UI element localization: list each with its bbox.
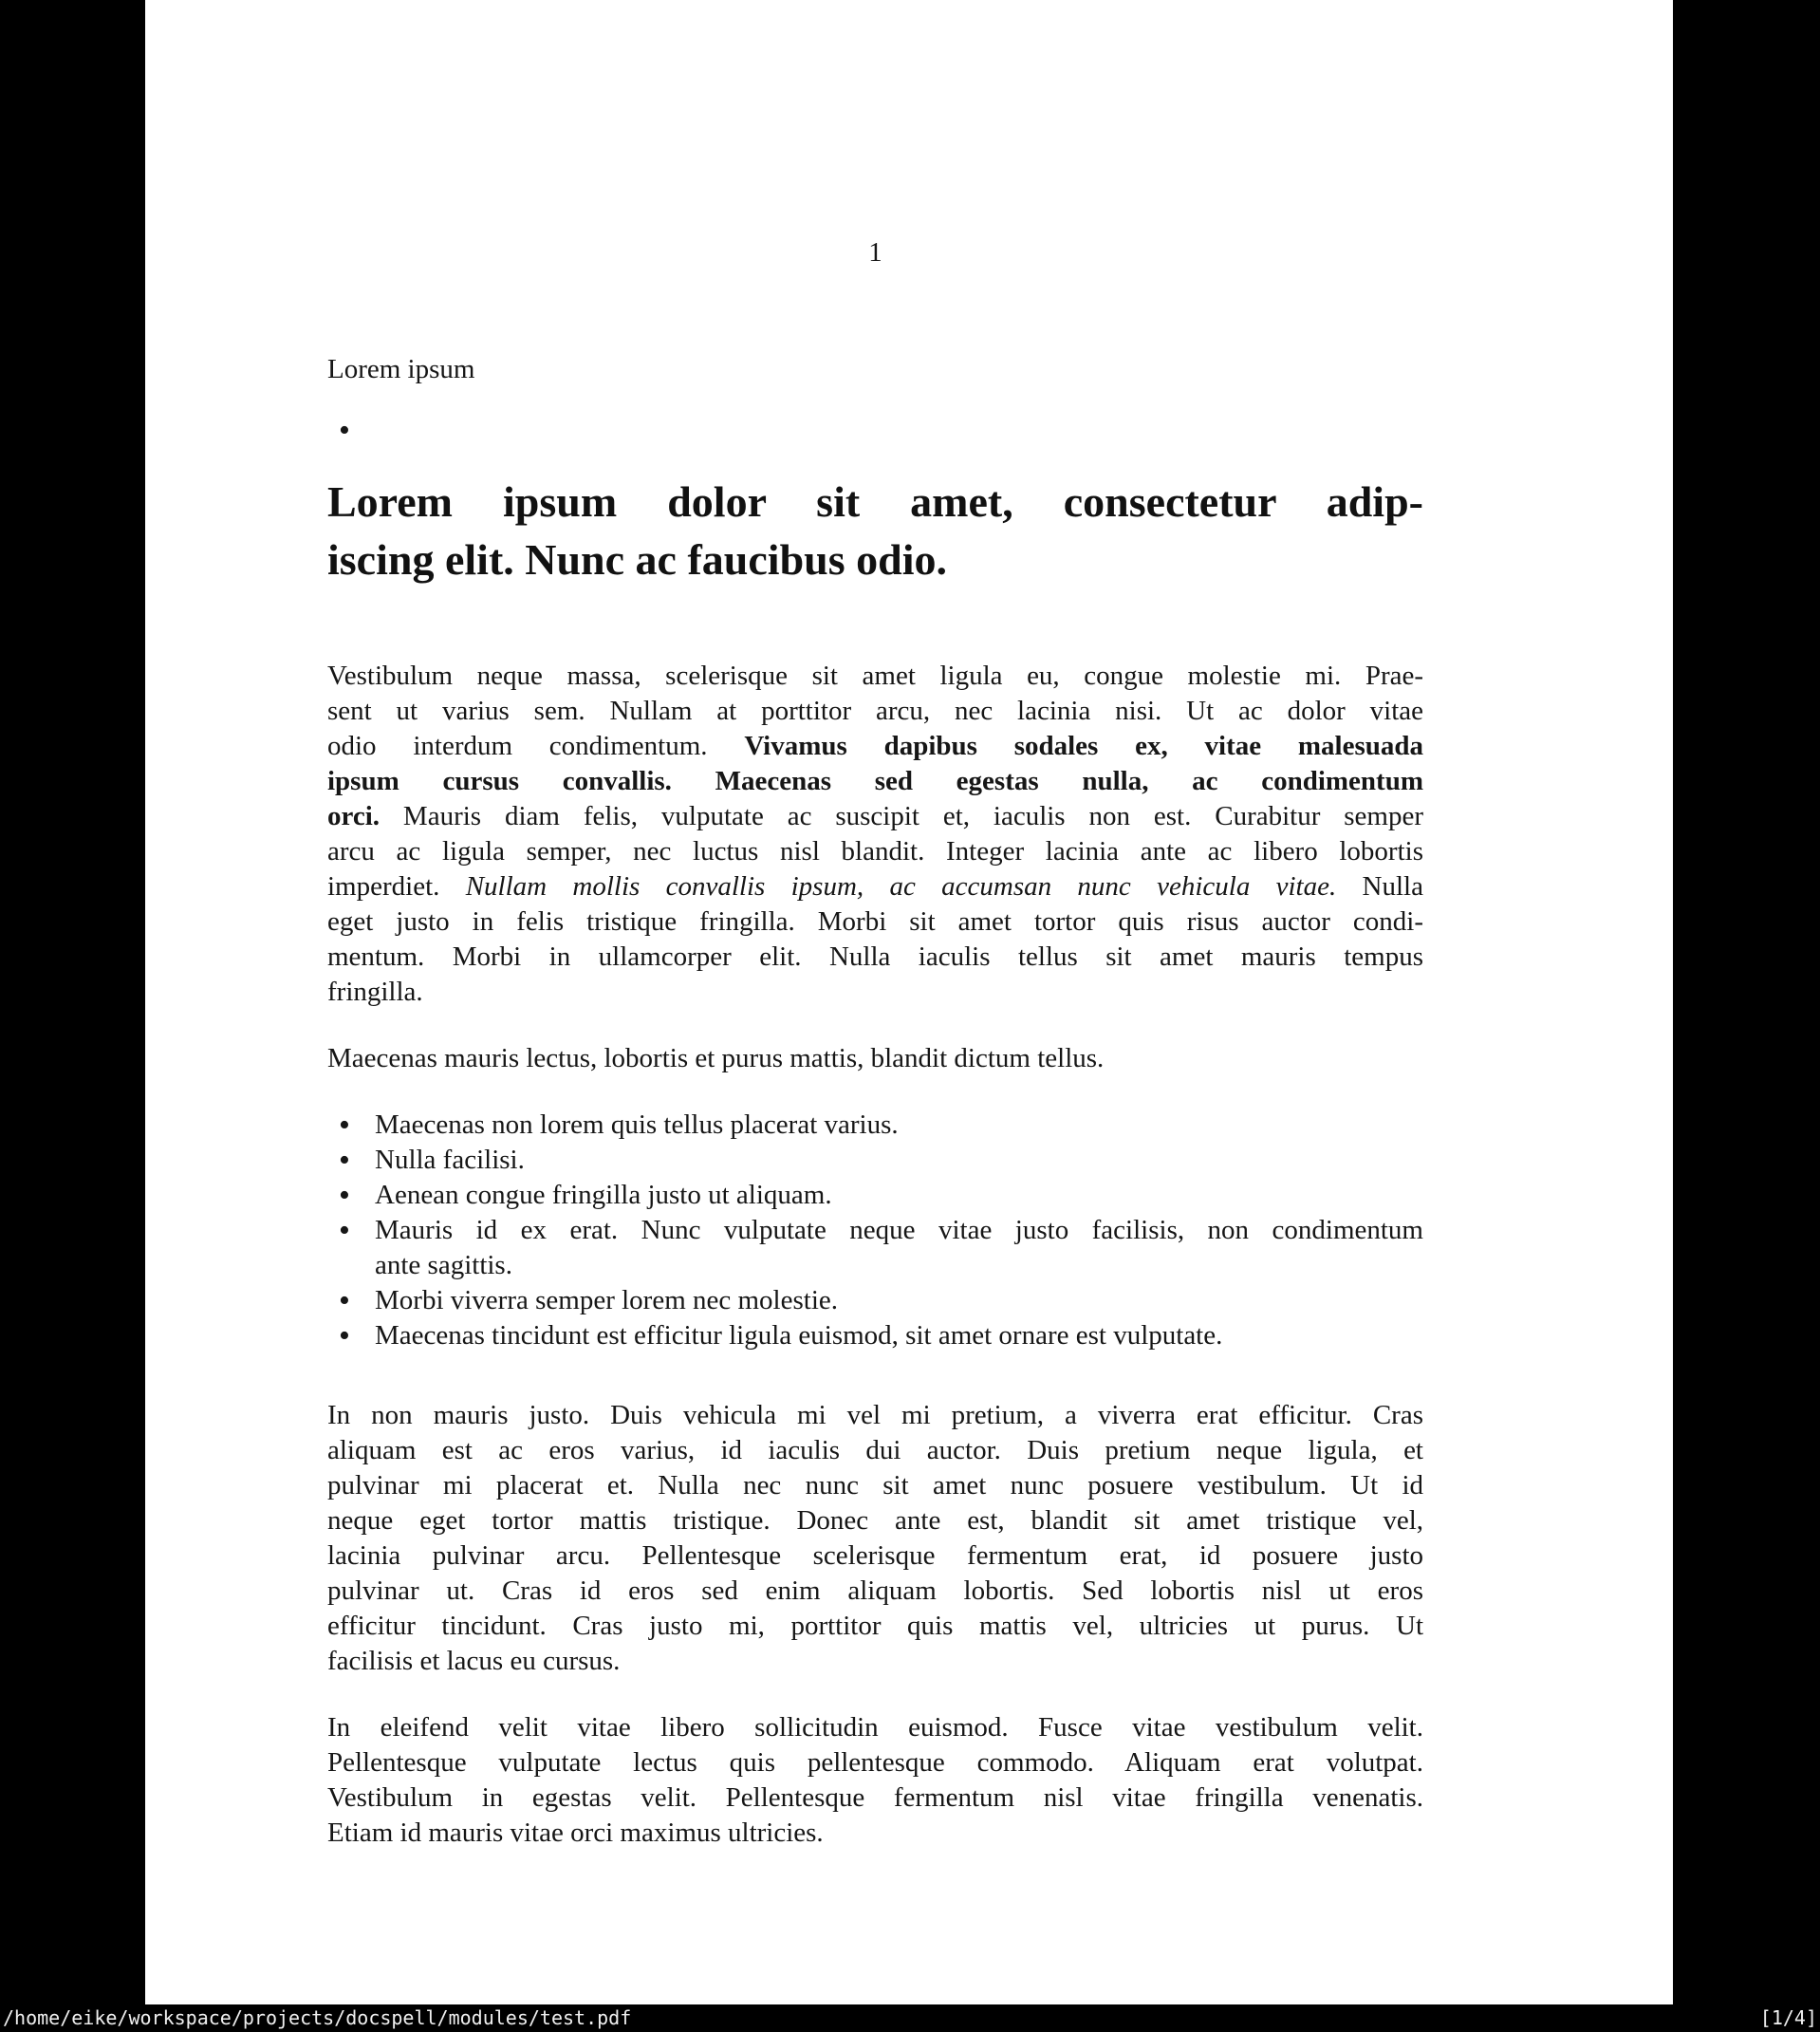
text-line: Vestibulum in egestas velit. Pellentesque fermentum nisl vitae fringilla venenatis. [327, 1782, 1423, 1813]
document-page [145, 0, 1673, 2004]
text-line: facilisis et lacus eu cursus. [327, 1646, 621, 1676]
text-line: eget justo in felis tristique fringilla. Morbi sit amet tortor quis risus auctor condi- [327, 906, 1423, 937]
text-line: imperdiet. Nullam mollis convallis ipsum, ac accumsan nunc vehicula vitae. Nulla [327, 871, 1423, 902]
paragraph-4 [327, 1710, 1423, 1851]
paragraph-1 [327, 659, 1423, 1010]
text-line: mentum. Morbi in ullamcorper elit. Nulla iaculis tellus sit amet mauris tempus [327, 941, 1423, 972]
bullet-list [327, 1108, 1423, 1353]
page-indicator: [1/4] [1759, 2006, 1817, 2029]
text-line: Etiam id mauris vitae orci maximus ultricies. [327, 1818, 824, 1848]
paragraph-3 [327, 1398, 1423, 1679]
text-line: neque eget tortor mattis tristique. Donec ante est, blandit sit amet tristique vel, [327, 1505, 1423, 1536]
text-line: aliquam est ac eros varius, id iaculis dui auctor. Duis pretium neque ligula, et [327, 1435, 1423, 1465]
text-line: Pellentesque vulputate lectus quis pellentesque commodo. Aliquam erat volutpat. [327, 1747, 1423, 1778]
text-column [327, 0, 1423, 1851]
text-line: pulvinar mi placerat et. Nulla nec nunc sit amet nunc posuere vestibulum. Ut id [327, 1470, 1423, 1501]
page-number: 1 [868, 237, 882, 268]
file-path: /home/eike/workspace/projects/docspell/modules/test.pdf [3, 2006, 632, 2029]
text-line: orci. Mauris diam felis, vulputate ac suscipit et, iaculis non est. Curabitur semper [327, 801, 1423, 831]
list-item [375, 1143, 1423, 1178]
list-item [375, 1108, 1423, 1143]
text-line: Vestibulum neque massa, scelerisque sit amet ligula eu, congue molestie mi. Prae- [327, 661, 1423, 691]
text-line: efficitur tincidunt. Cras justo mi, porttitor quis mattis vel, ultricies ut purus. Ut [327, 1611, 1423, 1641]
text-line: arcu ac ligula semper, nec luctus nisl blandit. Integer lacinia ante ac libero lobortis [327, 836, 1423, 867]
text-line: In non mauris justo. Duis vehicula mi vel mi pretium, a viverra erat efficitur. Cras [327, 1400, 1423, 1430]
text-line: Maecenas mauris lectus, lobortis et purus mattis, blandit dictum tellus. [327, 1043, 1105, 1073]
paragraph-2 [327, 1041, 1423, 1076]
document-heading [327, 473, 1423, 588]
list-item [375, 1283, 1423, 1318]
list-item [375, 1318, 1423, 1353]
empty-bullet-item [327, 413, 1423, 450]
text-line: ipsum cursus convallis. Maecenas sed egestas nulla, ac condimentum [327, 766, 1423, 796]
text-line: odio interdum condimentum. Vivamus dapibus sodales ex, vitae malesuada [327, 731, 1423, 761]
text-line: In eleifend velit vitae libero sollicitudin euismod. Fusce vitae vestibulum velit. [327, 1712, 1423, 1743]
text-line: • Morbi viverra semper lorem nec molestie. [375, 1285, 839, 1315]
text-line: • Mauris id ex erat. Nunc vulputate neque vitae justo facilisis, non condimentum [375, 1215, 1423, 1245]
text-line: • Maecenas non lorem quis tellus placerat varius. [375, 1109, 899, 1140]
bullet-icon: • [339, 413, 350, 448]
intro-paragraph: Lorem ipsum [327, 354, 475, 384]
list-item [375, 1213, 1423, 1283]
text-line: • Nulla facilisi. [375, 1145, 525, 1175]
text-line: iscing elit. Nunc ac faucibus odio. [327, 535, 948, 584]
text-line: fringilla. [327, 977, 423, 1007]
status-bar [0, 2004, 1820, 2032]
text-line: • Maecenas tincidunt est efficitur ligula euismod, sit amet ornare est vulputate. [375, 1320, 1223, 1351]
text-line: sent ut varius sem. Nullam at porttitor arcu, nec lacinia nisi. Ut ac dolor vitae [327, 696, 1423, 726]
list-item [375, 1178, 1423, 1213]
text-line: • Aenean congue fringilla justo ut aliquam. [375, 1180, 832, 1210]
text-line: Lorem ipsum dolor sit amet, consectetur adip- [327, 477, 1423, 526]
text-line: ante sagittis. [375, 1250, 512, 1280]
text-line: lacinia pulvinar arcu. Pellentesque scelerisque fermentum erat, id posuere justo [327, 1540, 1423, 1571]
text-line: pulvinar ut. Cras id eros sed enim aliquam lobortis. Sed lobortis nisl ut eros [327, 1575, 1423, 1606]
